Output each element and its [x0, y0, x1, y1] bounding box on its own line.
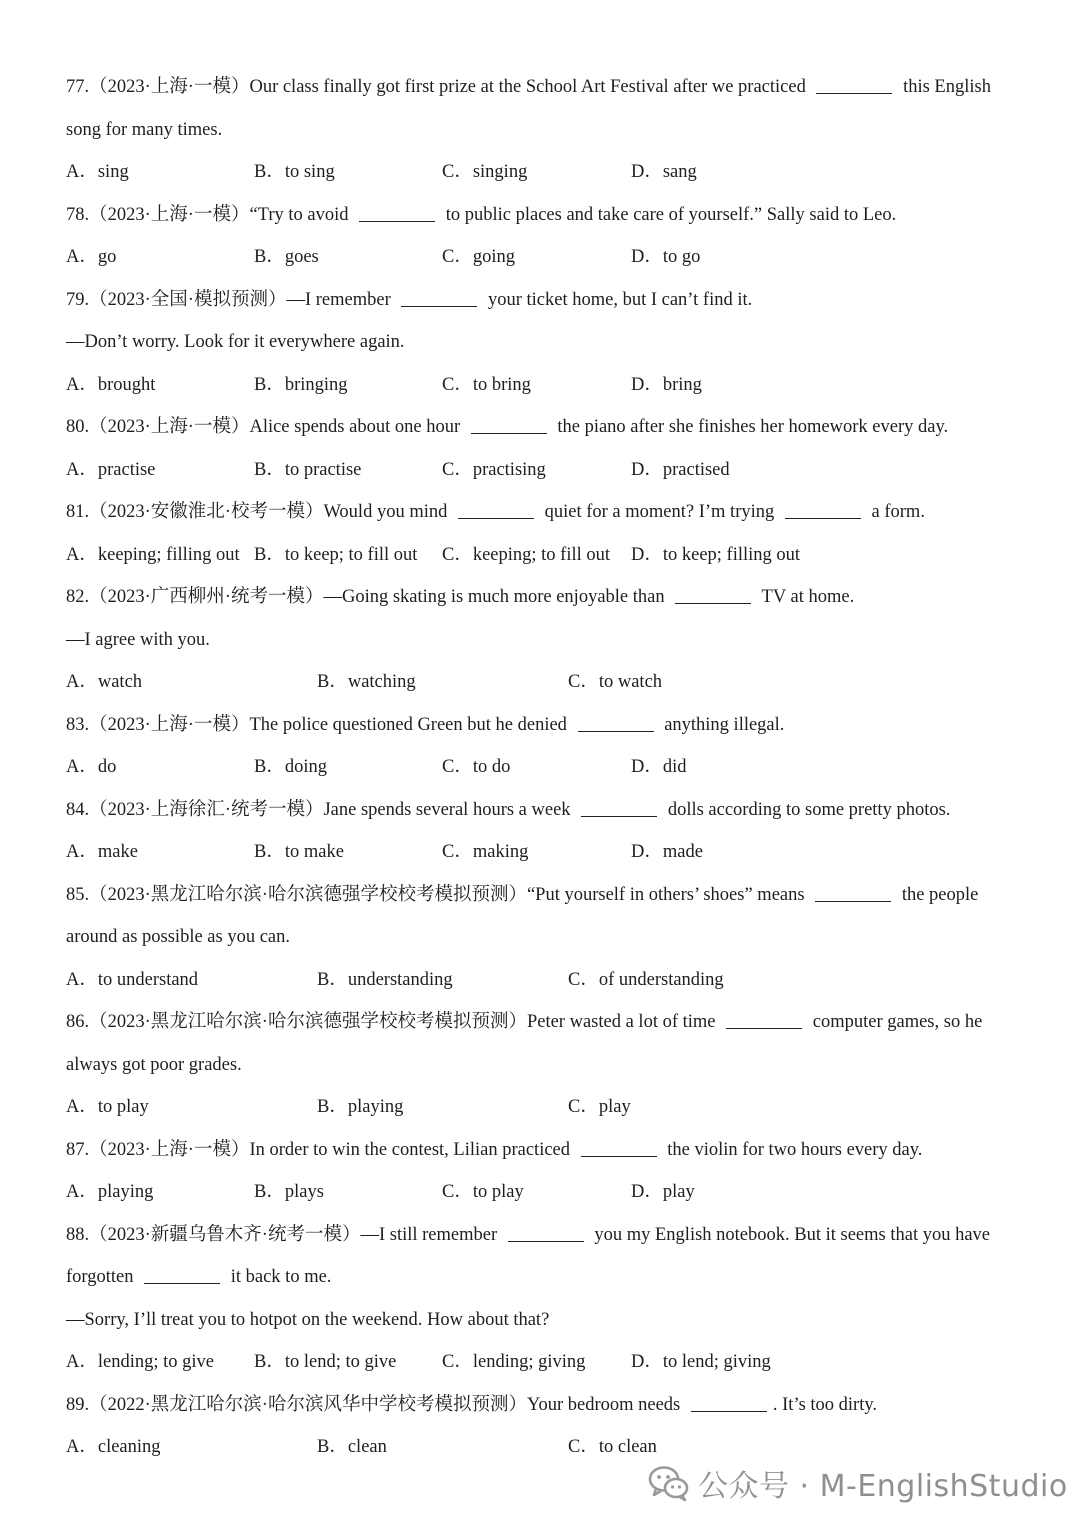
question-text: Would you mind — [323, 502, 452, 522]
option-a: A．to understand — [66, 969, 199, 990]
question-text: the violin for two hours every day. — [662, 1139, 923, 1160]
question-source: （2023·黑龙江哈尔滨·哈尔滨德强学校校考模拟预测） — [89, 884, 527, 905]
question-stem — [66, 194, 1010, 236]
question-source: （2023·上海·一模） — [89, 714, 250, 735]
watermark-text: 公众号 · M-EnglishStudio — [698, 1469, 1068, 1504]
question-text: . It’s too dirty. — [772, 1394, 878, 1415]
question-number: 87. — [66, 1139, 90, 1160]
question-text: The police questioned Green but he denied — [249, 714, 572, 735]
answer-blank — [581, 815, 657, 817]
question-line — [66, 1044, 1010, 1086]
option-a: A．to play — [66, 1097, 149, 1117]
question-source: （2022·黑龙江哈尔滨·哈尔滨风华中学校考模拟预测） — [89, 1394, 527, 1415]
question-text: quiet for a moment? I’m trying — [539, 502, 779, 522]
option-b: B．watching — [317, 672, 416, 692]
question-number: 88. — [66, 1224, 90, 1245]
answer-blank — [581, 1155, 657, 1157]
option-a: A．keeping; filling out — [66, 544, 240, 565]
options-row — [66, 746, 1010, 788]
question-line — [66, 1256, 1010, 1298]
question-text: a form. — [866, 502, 925, 522]
question-text: “Try to avoid — [249, 204, 354, 225]
answer-blank — [471, 432, 547, 434]
option-c: C．lending; giving — [442, 1352, 586, 1372]
option-a: A．lending; to give — [66, 1352, 214, 1372]
question-text: dolls according to some pretty photos. — [663, 799, 951, 820]
question-source: （2023·安徽淮北·校考一模） — [89, 502, 324, 522]
question-stem — [66, 874, 1010, 916]
option-b: B．goes — [254, 247, 319, 267]
question-number: 85. — [66, 884, 90, 905]
question-stem — [66, 406, 1010, 448]
option-c: C．to watch — [568, 672, 663, 692]
question-stem — [66, 1384, 1010, 1426]
option-c: C．of understanding — [568, 969, 724, 990]
question-text: you my English notebook. But it seems that you have — [589, 1224, 991, 1245]
question-text: “Put yourself in others’ shoes” means — [526, 884, 810, 905]
options-row — [66, 151, 1010, 193]
options-row — [66, 534, 1010, 576]
question-source: （2023·广西柳州·统考一模） — [89, 587, 324, 607]
answer-blank — [458, 517, 534, 519]
question-text: TV at home. — [757, 587, 855, 607]
question-stem — [66, 279, 1010, 321]
options-row — [66, 364, 1010, 406]
question-stem — [66, 1214, 1010, 1256]
options-row — [66, 959, 1010, 1001]
question-text: —Going skating is much more enjoyable than — [323, 587, 670, 607]
answer-blank — [785, 517, 861, 519]
options-row — [66, 236, 1010, 278]
question-number: 78. — [66, 204, 90, 225]
question-stem — [66, 66, 1010, 108]
answer-blank — [675, 602, 751, 604]
question-text: forgotten — [66, 1267, 139, 1287]
option-a: A．brought — [66, 374, 156, 395]
option-c: C．singing — [442, 162, 528, 182]
options-row — [66, 449, 1010, 491]
option-d: D．play — [631, 1182, 695, 1202]
question-text: this English — [898, 77, 991, 97]
option-c: C．keeping; to fill out — [442, 544, 611, 565]
option-a: A．playing — [66, 1182, 154, 1202]
question-text: anything illegal. — [659, 714, 785, 735]
option-b: B．playing — [317, 1097, 404, 1117]
question-text: the people — [897, 884, 979, 905]
question-stem — [66, 789, 1010, 831]
question-line — [66, 321, 1010, 363]
option-b: B．clean — [317, 1437, 387, 1457]
option-c: C．going — [442, 247, 515, 267]
option-c: C．to bring — [442, 374, 531, 395]
option-a: A．sing — [66, 162, 129, 182]
question-text: Jane spends several hours a week — [323, 799, 576, 820]
option-b: B．to keep; to fill out — [254, 544, 418, 565]
question-number: 77. — [66, 77, 90, 97]
options-row — [66, 661, 1010, 703]
question-stem — [66, 1129, 1010, 1171]
option-c: C．making — [442, 842, 529, 862]
options-row — [66, 831, 1010, 873]
option-b: B．bringing — [254, 374, 348, 395]
answer-blank — [726, 1027, 802, 1029]
option-a: A．go — [66, 247, 117, 267]
options-row — [66, 1341, 1010, 1383]
options-row — [66, 1171, 1010, 1213]
question-text: —Don’t worry. Look for it everywhere again. — [66, 332, 405, 352]
question-stem — [66, 704, 1010, 746]
question-number: 81. — [66, 502, 90, 522]
option-c: C．to clean — [568, 1437, 657, 1457]
question-source: （2023·上海·一模） — [89, 204, 250, 225]
question-source: （2023·上海·一模） — [89, 1139, 250, 1160]
question-text: —Sorry, I’ll treat you to hotpot on the weekend. How about that? — [66, 1309, 550, 1330]
question-text: Your bedroom needs — [526, 1394, 685, 1415]
question-number: 83. — [66, 714, 90, 735]
question-text: —I still remember — [360, 1224, 502, 1245]
option-b: B．understanding — [317, 969, 453, 990]
question-source: （2023·上海·一模） — [89, 417, 250, 437]
option-b: B．to lend; to give — [254, 1352, 397, 1372]
question-text: —I agree with you. — [66, 629, 210, 650]
watermark — [648, 1461, 1068, 1505]
question-number: 80. — [66, 417, 90, 437]
question-text: your ticket home, but I can’t find it. — [483, 289, 753, 310]
option-a: A．practise — [66, 459, 156, 480]
question-number: 89. — [66, 1394, 90, 1415]
answer-blank — [401, 305, 477, 307]
option-d: D．to go — [631, 247, 701, 267]
question-number: 82. — [66, 587, 90, 607]
option-d: D．did — [631, 757, 687, 777]
option-d: D．to lend; giving — [631, 1352, 771, 1372]
option-c: C．to do — [442, 757, 511, 777]
answer-blank — [144, 1282, 220, 1284]
option-a: A．cleaning — [66, 1437, 161, 1457]
option-d: D．made — [631, 842, 703, 862]
question-source: （2023·黑龙江哈尔滨·哈尔滨德强学校校考模拟预测） — [89, 1012, 527, 1032]
option-c: C．practising — [442, 459, 546, 480]
answer-blank — [359, 220, 435, 222]
question-text: computer games, so he — [808, 1012, 983, 1032]
answer-blank — [815, 900, 891, 902]
option-d: D．to keep; filling out — [631, 544, 801, 565]
option-b: B．to sing — [254, 162, 335, 182]
option-a: A．do — [66, 757, 117, 777]
question-number: 79. — [66, 289, 90, 310]
question-text: Peter wasted a lot of time — [526, 1012, 721, 1032]
question-stem — [66, 1001, 1010, 1043]
question-line — [66, 619, 1010, 661]
options-row — [66, 1086, 1010, 1128]
answer-blank — [508, 1240, 584, 1242]
option-a: A．make — [66, 842, 138, 862]
question-number: 86. — [66, 1012, 90, 1032]
question-text: In order to win the contest, Lilian practiced — [249, 1139, 575, 1160]
answer-blank — [691, 1410, 767, 1412]
option-b: B．plays — [254, 1182, 324, 1202]
answer-blank — [578, 730, 654, 732]
question-text: the piano after she finishes her homework every day. — [552, 417, 949, 437]
question-number: 84. — [66, 799, 90, 820]
question-text: song for many times. — [66, 119, 223, 140]
question-source: （2023·全国·模拟预测） — [89, 289, 287, 310]
question-text: around as possible as you can. — [66, 927, 291, 947]
question-text: to public places and take care of yourself.” Sally said to Leo. — [441, 204, 897, 225]
question-line — [66, 109, 1010, 151]
question-text: —I remember — [286, 289, 396, 310]
question-text: Alice spends about one hour — [249, 417, 465, 437]
option-d: D．practised — [631, 459, 730, 480]
question-text: Our class finally got first prize at the School Art Festival after we practiced — [249, 77, 811, 97]
question-text: always got poor grades. — [66, 1054, 242, 1075]
answer-blank — [816, 92, 892, 94]
question-line — [66, 1299, 1010, 1341]
question-text: it back to me. — [226, 1267, 332, 1287]
question-source: （2023·新疆乌鲁木齐·统考一模） — [89, 1224, 361, 1245]
option-b: B．doing — [254, 757, 327, 777]
option-d: D．sang — [631, 162, 697, 182]
wechat-icon — [648, 1464, 690, 1502]
option-c: C．to play — [442, 1182, 524, 1202]
option-b: B．to make — [254, 842, 344, 862]
option-a: A．watch — [66, 672, 143, 692]
option-d: D．bring — [631, 374, 702, 395]
option-b: B．to practise — [254, 459, 362, 480]
question-stem — [66, 576, 1010, 618]
question-source: （2023·上海·一模） — [89, 77, 250, 97]
question-stem — [66, 491, 1010, 533]
question-line — [66, 916, 1010, 958]
option-c: C．play — [568, 1097, 631, 1117]
question-source: （2023·上海徐汇·统考一模） — [89, 799, 324, 820]
